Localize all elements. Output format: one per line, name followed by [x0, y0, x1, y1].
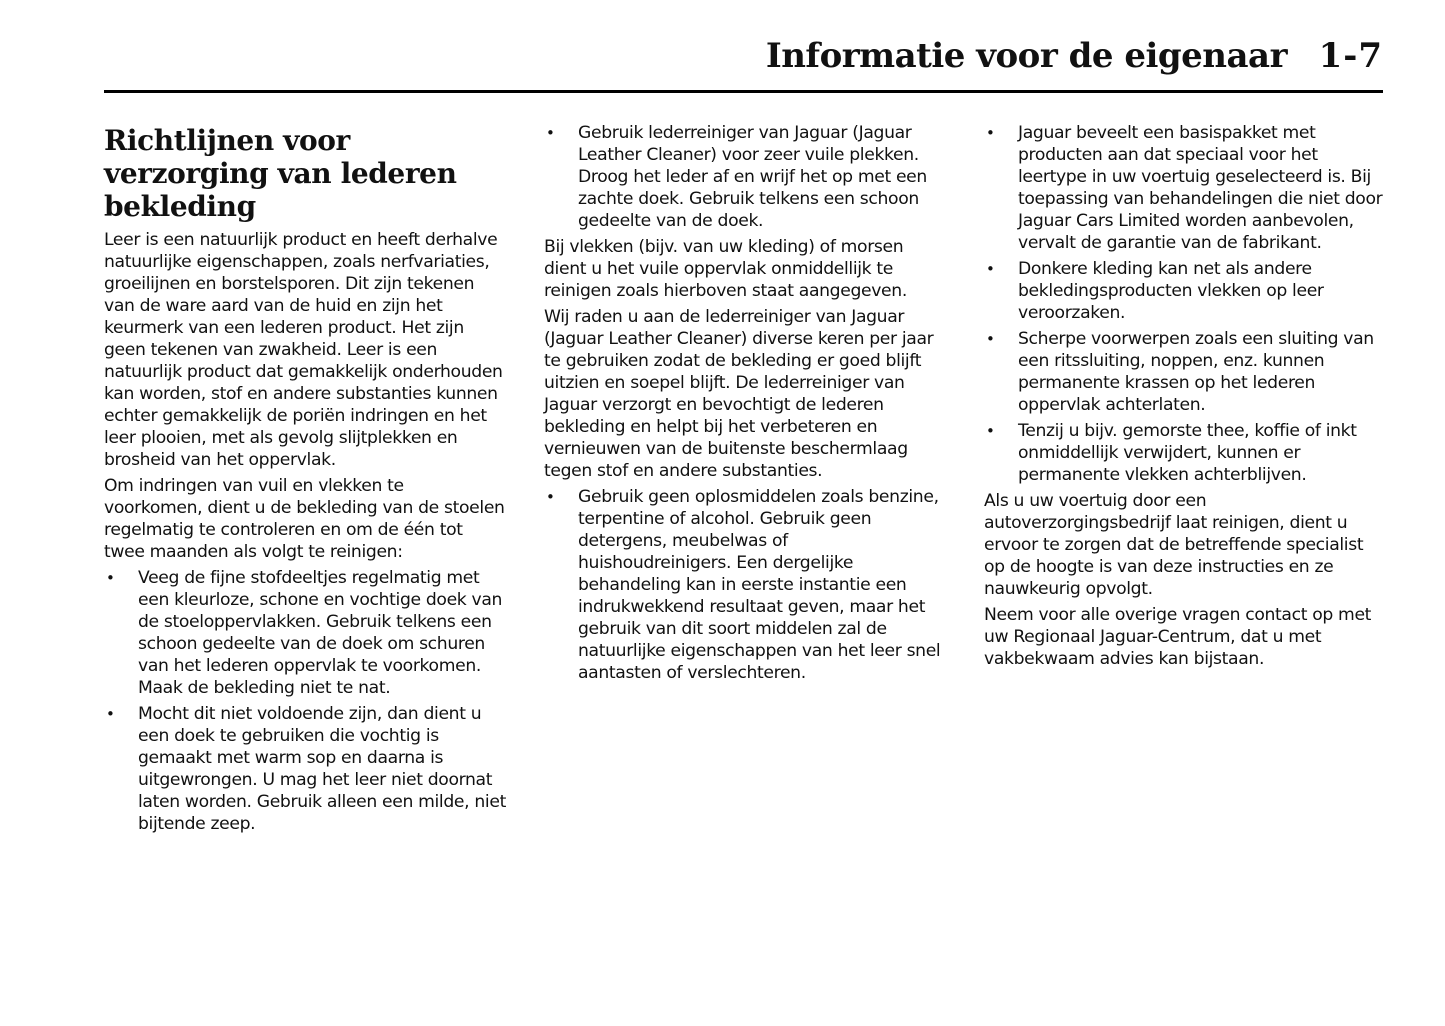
stains-paragraph: Bij vlekken (bijv. van uw kleding) of morsen dient u het vuile oppervlak onmiddellijk te reinigen zoals hierboven staat aangegeven. [544, 237, 907, 301]
list-item [984, 420, 1384, 486]
contact-paragraph: Neem voor alle overige vragen contact op met uw Regionaal Jaguar-Centrum, dat u met vakbekwaam advies kan bijstaan. [984, 605, 1372, 669]
column-middle [544, 122, 944, 688]
list-item-text: Mocht dit niet voldoende zijn, dan dient u een doek te gebruiken die vochtig is gemaakt met warm sop en daarna is uitgewrongen. U mag het leer niet doornat laten worden. Gebruik alleen een milde, niet bijtende zeep. [138, 704, 506, 834]
bullet-icon: • [106, 569, 115, 587]
cleaner-list [544, 122, 944, 232]
warnings-list [984, 122, 1384, 486]
cleaner-advice-paragraph: Wij raden u aan de lederreiniger van Jaguar (Jaguar Leather Cleaner) diverse keren per jaar te gebruiken zodat de bekleding er goed blijft uitzien en soepel blijft. De lederreiniger van Jaguar verzorgt en bevochtigt de lederen bekleding en helpt bij het verbeteren en vernieuwen van de buitenste beschermlaag tegen stof en andere substanties. [544, 307, 934, 481]
bullet-icon: • [986, 330, 995, 348]
list-item [544, 122, 944, 232]
list-item-text: Scherpe voorwerpen zoals een sluiting van een ritssluiting, noppen, enz. kunnen permanente krassen op het lederen oppervlak achterlaten. [1018, 329, 1374, 415]
list-item [544, 486, 944, 684]
cleaning-steps-list [104, 567, 506, 835]
solvents-list [544, 486, 944, 684]
list-item-text: Gebruik lederreiniger van Jaguar (Jaguar Leather Cleaner) voor zeer vuile plekken. Droog het leder af en wrijf het op met een zachte doek. Gebruik telkens een schoon gedeelte van de doek. [578, 123, 927, 231]
list-item [104, 567, 506, 699]
car-wash-paragraph: Als u uw voertuig door een autoverzorgingsbedrijf laat reinigen, dient u ervoor te zorgen dat de betreffende specialist op de hoogte is van deze instructies en ze nauwkeurig opvolgt. [984, 491, 1364, 599]
bullet-icon: • [546, 488, 555, 506]
list-item-text: Tenzij u bijv. gemorste thee, koffie of inkt onmiddellijk verwijdert, kunnen er permanente vlekken achterblijven. [1018, 421, 1357, 485]
bullet-icon: • [546, 124, 555, 142]
bullet-icon: • [986, 422, 995, 440]
page-header [104, 34, 1383, 93]
list-item-text: Donkere kleding kan net als andere bekledingsproducten vlekken op leer veroorzaken. [1018, 259, 1324, 323]
list-item [104, 703, 506, 835]
bullet-icon: • [986, 260, 995, 278]
bullet-icon: • [986, 124, 995, 142]
bullet-icon: • [106, 705, 115, 723]
list-item [984, 122, 1384, 254]
section-heading: Richtlijnen voor verzorging van lederen bekleding [104, 124, 457, 223]
list-item [984, 328, 1384, 416]
intro-paragraph: Leer is een natuurlijk product en heeft derhalve natuurlijke eigenschappen, zoals nerfvariaties, groeilijnen en borstelsporen. Dit zijn tekenen van de ware aard van de huid en zijn het keurmerk van een lederen product. Het zijn geen tekenen van zwakheid. Leer is een natuurlijk product dat gemakkelijk onderhouden kan worden, stof en andere substanties kunnen echter gemakkelijk de poriën indringen en het leer plooien, met als gevolg slijtplekken en brosheid van het oppervlak. [104, 230, 503, 470]
header-title: Informatie voor de eigenaar [765, 36, 1287, 76]
list-item-text: Jaguar beveelt een basispakket met producten aan dat speciaal voor het leertype in uw voertuig geselecteerd is. Bij toepassing van behandelingen die niet door Jaguar Cars Limited worden aanbevolen, vervalt de garantie van de fabrikant. [1018, 123, 1383, 253]
column-right [984, 122, 1384, 674]
list-item-text: Gebruik geen oplosmiddelen zoals benzine, terpentine of alcohol. Gebruik geen detergens, meubelwas of huishoudreinigers. Een dergelijke behandeling kan in eerste instantie een indrukwekkend resultaat geven, maar het gebruik van dit soort middelen zal de natuurlijke eigenschappen van het leer snel aantasten of verslechteren. [578, 487, 941, 683]
cleaning-paragraph: Om indringen van vuil en vlekken te voorkomen, dient u de bekleding van de stoelen regelmatig te controleren en om de één tot twee maanden als volgt te reinigen: [104, 476, 505, 562]
page-number: 1-7 [1318, 36, 1383, 76]
list-item [984, 258, 1384, 324]
column-left [104, 122, 506, 839]
list-item-text: Veeg de fijne stofdeeltjes regelmatig met een kleurloze, schone en vochtige doek van de stoeloppervlakken. Gebruik telkens een schoon gedeelte van de doek om schuren van het lederen oppervlak te voorkomen. Maak de bekleding niet te nat. [138, 568, 503, 698]
